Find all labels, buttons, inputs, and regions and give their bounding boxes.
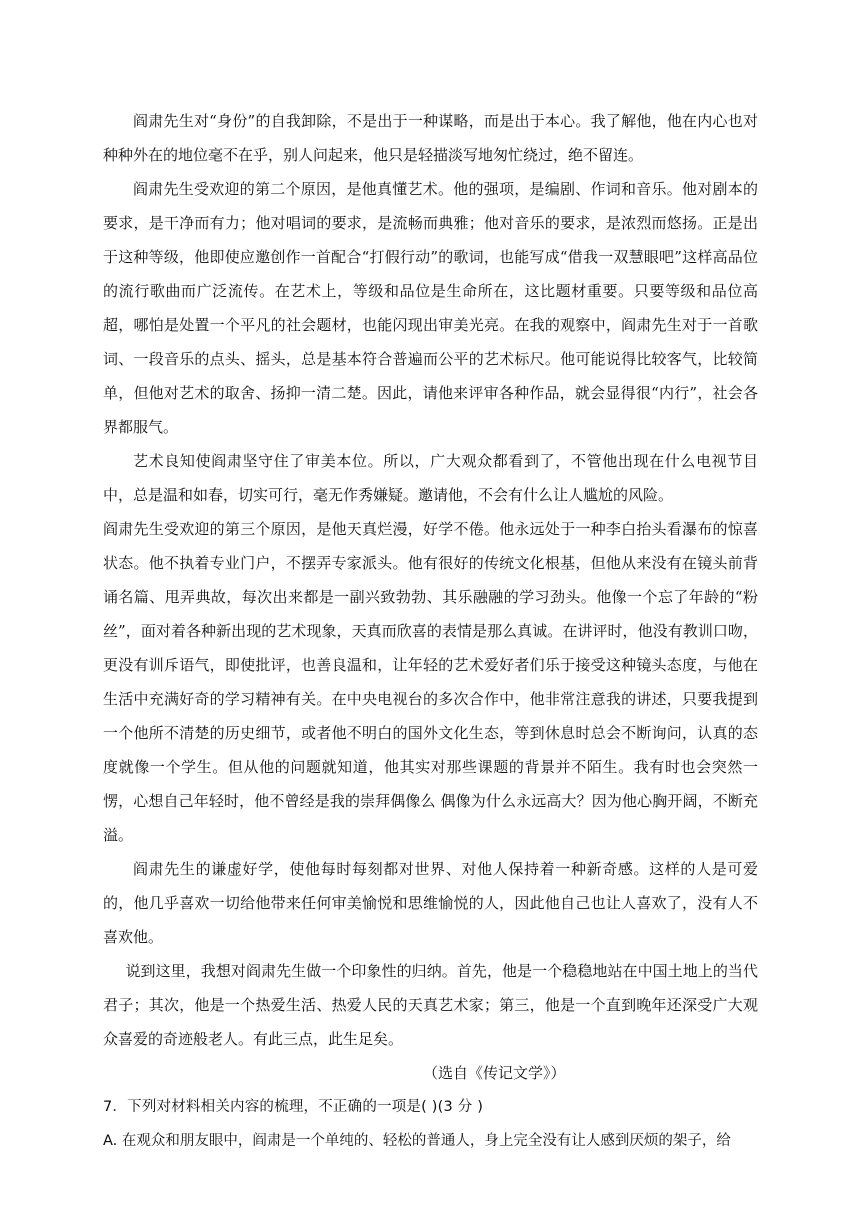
article-body <box>103 104 758 1158</box>
paragraph-1: 阎肃先生对“身份”的自我卸除，不是出于一种谋略，而是出于本心。我了解他，他在内心也对种种外在的地位毫不在乎，别人问起来，他只是轻描淡写地匆忙绕过，绝不留连。 <box>103 112 758 164</box>
paragraph-5: 阎肃先生的谦虚好学，使他每时每刻都对世界、对他人保持着一种新奇感。这样的人是可爱的，他几乎喜欢一切给他带来任何审美愉悦和思维愉悦的人，因此他自己也让人喜欢了，没有人不喜欢他。 <box>103 860 758 946</box>
paragraph-2: 阎肃先生受欢迎的第二个原因，是他真懂艺术。他的强项，是编剧、作词和音乐。他对剧本的要求，是干净而有力；他对唱词的要求，是流畅而典雅；他对音乐的要求，是浓烈而悠扬。正是出于这种等级，他即使应邀创作一首配合“打假行动”的歌词，也能写成“借我一双慧眼吧”这样高品位的流行歌曲而广泛流传。在艺术上，等级和品位是生命所在，这比题材重要。只要等级和品位高超，哪怕是处置一个平凡的社会题材，也能闪现出审美光亮。在我的观察中，阎肃先生对于一首歌词、一段音乐的点头、摇头，总是基本符合普遍而公平的艺术标尺。他可能说得比较客气，比较简单，但他对艺术的取舍、扬抑一清二楚。因此，请他来评审各种作品，就会显得很“内行”，社会各界都服气。 <box>103 180 758 436</box>
article-source: （选自《传记文学》） <box>423 1064 566 1082</box>
paragraph-6: 说到这里，我想对阎肃先生做一个印象性的归纳。首先，他是一个稳稳地站在中国土地上的当代君子；其次，他是一个热爱生活、热爱人民的天真艺术家；第三，他是一个直到晚年还深受广大观众喜爱的奇迹般老人。有此三点，此生足矣。 <box>103 962 758 1048</box>
question-7-stem: 7．下列对材料相关内容的梳理，不正确的一项是( )(3 分 ) <box>103 1099 484 1115</box>
question-7-option-a: A. 在观众和朋友眼中，阎肃是一个单纯的、轻松的普通人，身上完全没有让人感到厌烦的架子，给 <box>103 1133 731 1149</box>
paragraph-4: 阎肃先生受欢迎的第三个原因，是他天真烂漫，好学不倦。他永远处于一种李白抬头看瀑布的惊喜状态。他不执着专业门户，不摆弄专家派头。他有很好的传统文化根基，但他从来没有在镜头前背诵名篇、甩弄典故，每次出来都是一副兴致勃勃、其乐融融的学习劲头。他像一个忘了年龄的“粉丝”，面对着各种新出现的艺术现象，天真而欣喜的表情是那么真诚。在讲评时，他没有教训口吻，更没有训斥语气，即使批评，也善良温和，让年轻的艺术爱好者们乐于接受这种镜头态度，与他在生活中充满好奇的学习精神有关。在中央电视台的多次合作中，他非常注意我的讲述，只要我提到一个他所不清楚的历史细节，或者他不明白的国外文化生态，等到休息时总会不断询问，认真的态度就像一个学生。但从他的问题就知道，他其实对那些课题的背景并不陌生。我有时也会突然一愣，心想自己年轻时，他不曾经是我的崇拜偶像么 偶像为什么永远高大？因为他心胸开阔，不断充溢。 <box>103 520 758 844</box>
paragraph-3: 艺术良知使阎肃坚守住了审美本位。所以，广大观众都看到了，不管他出现在什么电视节目中，总是温和如春，切实可行，毫无作秀嫌疑。邀请他，不会有什么让人尴尬的风险。 <box>103 452 758 504</box>
